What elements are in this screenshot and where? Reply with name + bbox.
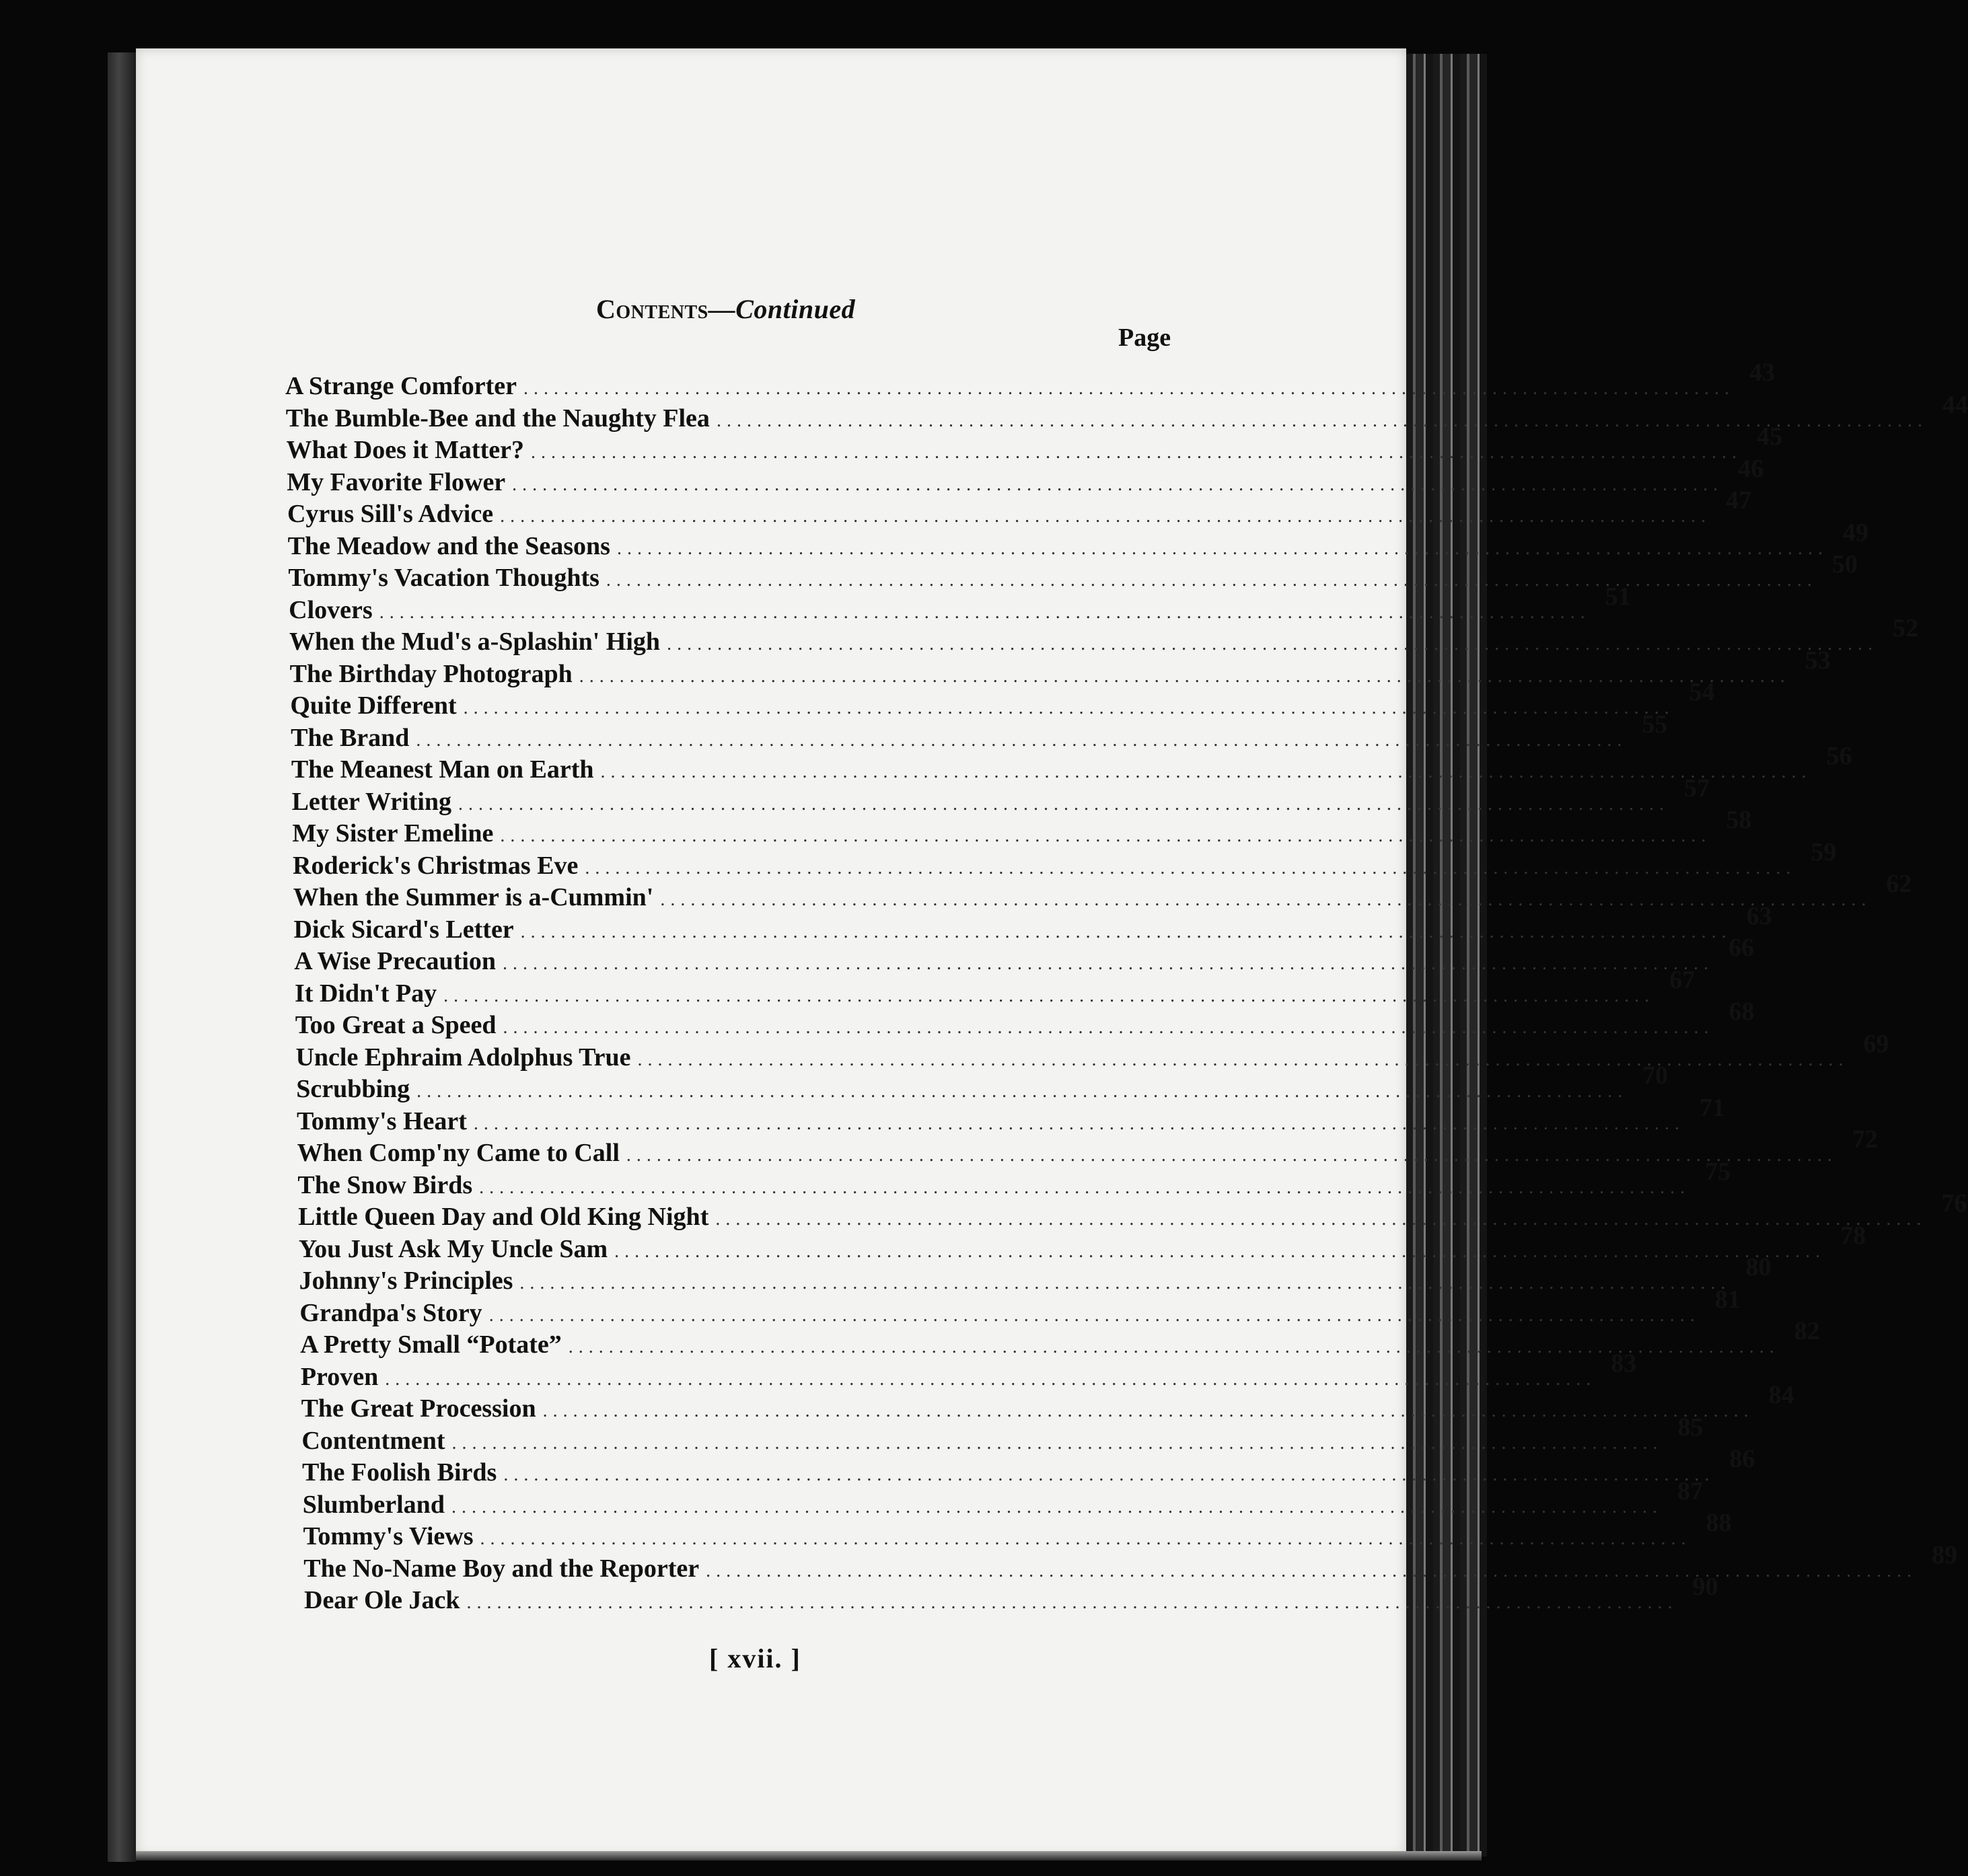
toc-entry [291,742,1852,787]
toc-leader-dots: ........................................................................................................................ [463,698,1675,718]
toc-entry-page: 67 [1669,965,1696,994]
page-folio: [ xvii. ] [709,1643,801,1674]
toc-entry-page: 46 [1738,454,1764,483]
toc-entry [303,1540,1958,1586]
toc-leader-dots: ........................................................................................................................ [715,1209,1927,1230]
toc-entry-page: 62 [1886,870,1912,898]
toc-entry-title: Letter Writing [291,787,452,816]
toc-entry-page: 71 [1699,1093,1725,1122]
toc-leader-dots: ........................................................................................................................ [568,1337,1780,1357]
toc-entry-title: Slumberland [302,1490,445,1519]
toc-entry [290,678,1715,723]
toc-leader-dots: ........................................................................................................................ [667,634,1879,654]
toc-entry-title: When the Mud's a-Splashin' High [289,628,661,656]
toc-entry-title: A Strange Comforter [285,372,517,400]
toc-entry [289,614,1919,659]
toc-entry-title: The Meanest Man on Earth [291,755,594,784]
toc-entry-title: Roderick's Christmas Eve [293,851,579,880]
toc-leader-dots: ........................................................................................................................ [626,1145,1837,1166]
toc-entry-page: 45 [1756,422,1782,451]
toc-entry-page: 86 [1729,1445,1755,1473]
toc-entry-page: 58 [1726,806,1752,834]
toc-entry-page: 90 [1692,1573,1718,1601]
toc-entry-page: 63 [1746,901,1772,930]
heading-sub: —Continued [708,294,856,324]
toc-entry-title: Contentment [301,1426,445,1455]
toc-entry-title: When the Summer is a-Cummin' [293,883,654,911]
toc-entry-title: The Great Procession [301,1394,536,1423]
toc-entry-title: Clovers [289,595,373,624]
toc-entry-title: Dear Ole Jack [304,1586,460,1614]
toc-entry-title: Quite Different [290,691,457,720]
toc-entry-title: Dick Sicard's Letter [293,915,514,944]
toc-entry-page: 89 [1932,1540,1958,1569]
toc-leader-dots: ........................................................................................................................ [503,953,1714,974]
toc-entry-title: Little Queen Day and Old King Night [298,1203,709,1231]
toc-entry [296,1093,1725,1139]
toc-entry-title: The Bumble-Bee and the Naughty Flea [285,404,710,433]
toc-leader-dots: ........................................................................................................................ [451,1496,1663,1517]
toc-entry-page: 87 [1677,1476,1703,1505]
toc-entry [297,1125,1878,1170]
page-column-label: Page [1118,324,1171,352]
toc-entry-title: Johnny's Principles [299,1267,513,1295]
toc-entry [303,1509,1732,1554]
toc-entry [291,774,1710,819]
toc-entry-page: 57 [1684,774,1710,802]
toc-leader-dots: ........................................................................................................................ [466,1592,1678,1613]
toc-entry [302,1445,1755,1490]
toc-entry [292,806,1752,851]
toc-entry [293,837,1837,883]
toc-entry [299,1253,1772,1298]
toc-leader-dots: ........................................................................................................................ [500,825,1712,846]
toc-entry-page: 44 [1942,390,1968,419]
toc-entry [288,550,1858,595]
toc-leader-dots: ........................................................................................................................ [606,570,1817,591]
toc-leader-dots: ........................................................................................................................ [416,1081,1628,1102]
toc-entry [299,1285,1741,1330]
toc-leader-dots: ........................................................................................................................ [512,474,1724,495]
toc-leader-dots: ........................................................................................................................ [520,921,1732,942]
toc-entry [301,1413,1704,1458]
toc-entry [287,454,1764,500]
toc-entry [291,710,1668,755]
toc-leader-dots: ........................................................................................................................ [473,1113,1685,1134]
toc-entry-title: When Comp'ny Came to Call [297,1139,620,1167]
toc-entry-title: Tommy's Heart [296,1106,467,1135]
toc-entry [285,390,1968,436]
toc-entry-title: My Favorite Flower [287,467,506,496]
toc-leader-dots: ........................................................................................................................ [660,889,1872,910]
toc-leader-dots: ........................................................................................................................ [488,1304,1700,1326]
toc-entry [286,422,1782,467]
toc-leader-dots: ........................................................................................................................ [503,1464,1715,1485]
toc-leader-dots: ........................................................................................................................ [523,378,1735,399]
toc-entry-page: 51 [1605,582,1631,611]
toc-entry [300,1317,1820,1362]
toc-entry-page: 75 [1705,1157,1731,1186]
toc-entry-title: The Brand [291,723,410,752]
toc-leader-dots: ........................................................................................................................ [479,1176,1691,1198]
toc-entry-page: 68 [1728,998,1755,1026]
toc-entry-page: 85 [1677,1413,1704,1441]
toc-entry-title: Grandpa's Story [299,1298,482,1327]
toc-leader-dots: ........................................................................................................................ [614,1240,1826,1262]
toc-entry-page: 78 [1840,1221,1866,1250]
toc-leader-dots: ........................................................................................................................ [480,1528,1691,1549]
toc-entry-title: Too Great a Speed [295,1011,497,1039]
toc-leader-dots: ........................................................................................................................ [443,985,1655,1006]
toc-entry-page: 53 [1805,646,1831,675]
toc-leader-dots: ........................................................................................................................ [503,1017,1714,1038]
toc-entry-title: The Foolish Birds [302,1458,497,1487]
toc-entry [293,870,1912,915]
toc-entry-title: The No-Name Boy and the Reporter [303,1554,700,1583]
toc-entry-page: 88 [1706,1509,1732,1537]
toc-leader-dots: ........................................................................................................................ [616,537,1828,559]
toc-leader-dots: ........................................................................................................................ [416,729,1628,751]
toc-entry [293,901,1772,947]
toc-entry [289,646,1831,691]
toc-entry-title: My Sister Emeline [292,819,494,848]
toc-entry [300,1349,1637,1394]
toc-entry-title: It Didn't Pay [295,979,437,1008]
toc-entry-title: Tommy's Views [303,1522,474,1550]
toc-entry [302,1476,1703,1522]
toc-entry-page: 69 [1863,1029,1889,1058]
toc-entry [294,934,1755,979]
toc-entry-page: 59 [1811,837,1837,866]
toc-entry-page: 49 [1842,518,1868,547]
toc-leader-dots: ........................................................................................................................ [530,442,1742,463]
toc-leader-dots: ........................................................................................................................ [637,1049,1849,1070]
toc-entry-page: 84 [1768,1381,1794,1409]
toc-entry-page: 47 [1726,486,1752,515]
toc-leader-dots: ........................................................................................................................ [706,1560,1918,1581]
toc-entry [285,359,1776,404]
toc-entry [289,582,1631,628]
toc-entry-page: 66 [1728,934,1755,962]
toc-entry-page: 83 [1611,1349,1637,1378]
toc-entry-title: Scrubbing [296,1075,410,1103]
heading-main: Contents [596,294,708,324]
toc-entry [296,1061,1669,1106]
toc-entry [295,965,1696,1011]
toc-leader-dots: ........................................................................................................................ [451,1432,1663,1454]
toc-entry-page: 76 [1941,1189,1967,1217]
toc-entry [298,1189,1967,1234]
toc-entry-page: 43 [1749,359,1776,387]
toc-leader-dots: ........................................................................................................................ [385,1368,1597,1390]
toc-entry-title: The Birthday Photograph [289,659,573,688]
toc-entry-title: Uncle Ephraim Adolphus True [295,1043,631,1072]
toc-entry-title: You Just Ask My Uncle Sam [298,1234,608,1263]
toc-entry-title: A Pretty Small “Potate” [300,1330,562,1359]
toc-entry-title: What Does it Matter? [286,436,524,464]
toc-entry [287,486,1752,531]
toc-entry [295,998,1755,1043]
toc-entry-page: 50 [1831,550,1858,578]
toc-leader-dots: ........................................................................................................................ [542,1400,1754,1421]
toc-entry-title: A Wise Precaution [294,947,497,975]
toc-entry-page: 80 [1745,1253,1772,1281]
toc-entry-title: Proven [300,1362,379,1391]
toc-entry-page: 70 [1642,1061,1669,1090]
toc-entry-title: Cyrus Sill's Advice [287,500,494,528]
toc-entry [297,1157,1731,1203]
toc-entry-title: Tommy's Vacation Thoughts [288,564,599,592]
toc-entry-title: The Snow Birds [297,1170,473,1199]
toc-entry-page: 54 [1689,678,1715,706]
toc-entry-page: 72 [1852,1125,1878,1154]
toc-leader-dots: ........................................................................................................................ [379,601,1591,623]
toc-entry-page: 81 [1714,1285,1741,1314]
toc-entry [304,1573,1718,1618]
toc-leader-dots: ........................................................................................................................ [519,1273,1731,1293]
toc-entry-page: 56 [1826,742,1852,770]
toc-leader-dots: ........................................................................................................................ [600,761,1812,782]
toc-entry [295,1029,1889,1075]
toc-leader-dots: ........................................................................................................................ [716,410,1928,431]
toc-entry [301,1381,1794,1426]
toc-entry-title: The Meadow and the Seasons [287,531,610,560]
toc-leader-dots: ........................................................................................................................ [458,793,1670,815]
toc-leader-dots: ........................................................................................................................ [500,506,1712,527]
toc-entry-page: 55 [1642,710,1668,739]
toc-leader-dots: ........................................................................................................................ [579,665,1790,687]
toc-leader-dots: ........................................................................................................................ [585,857,1796,878]
toc-entry-page: 52 [1893,614,1919,642]
toc-entry-page: 82 [1794,1317,1820,1345]
